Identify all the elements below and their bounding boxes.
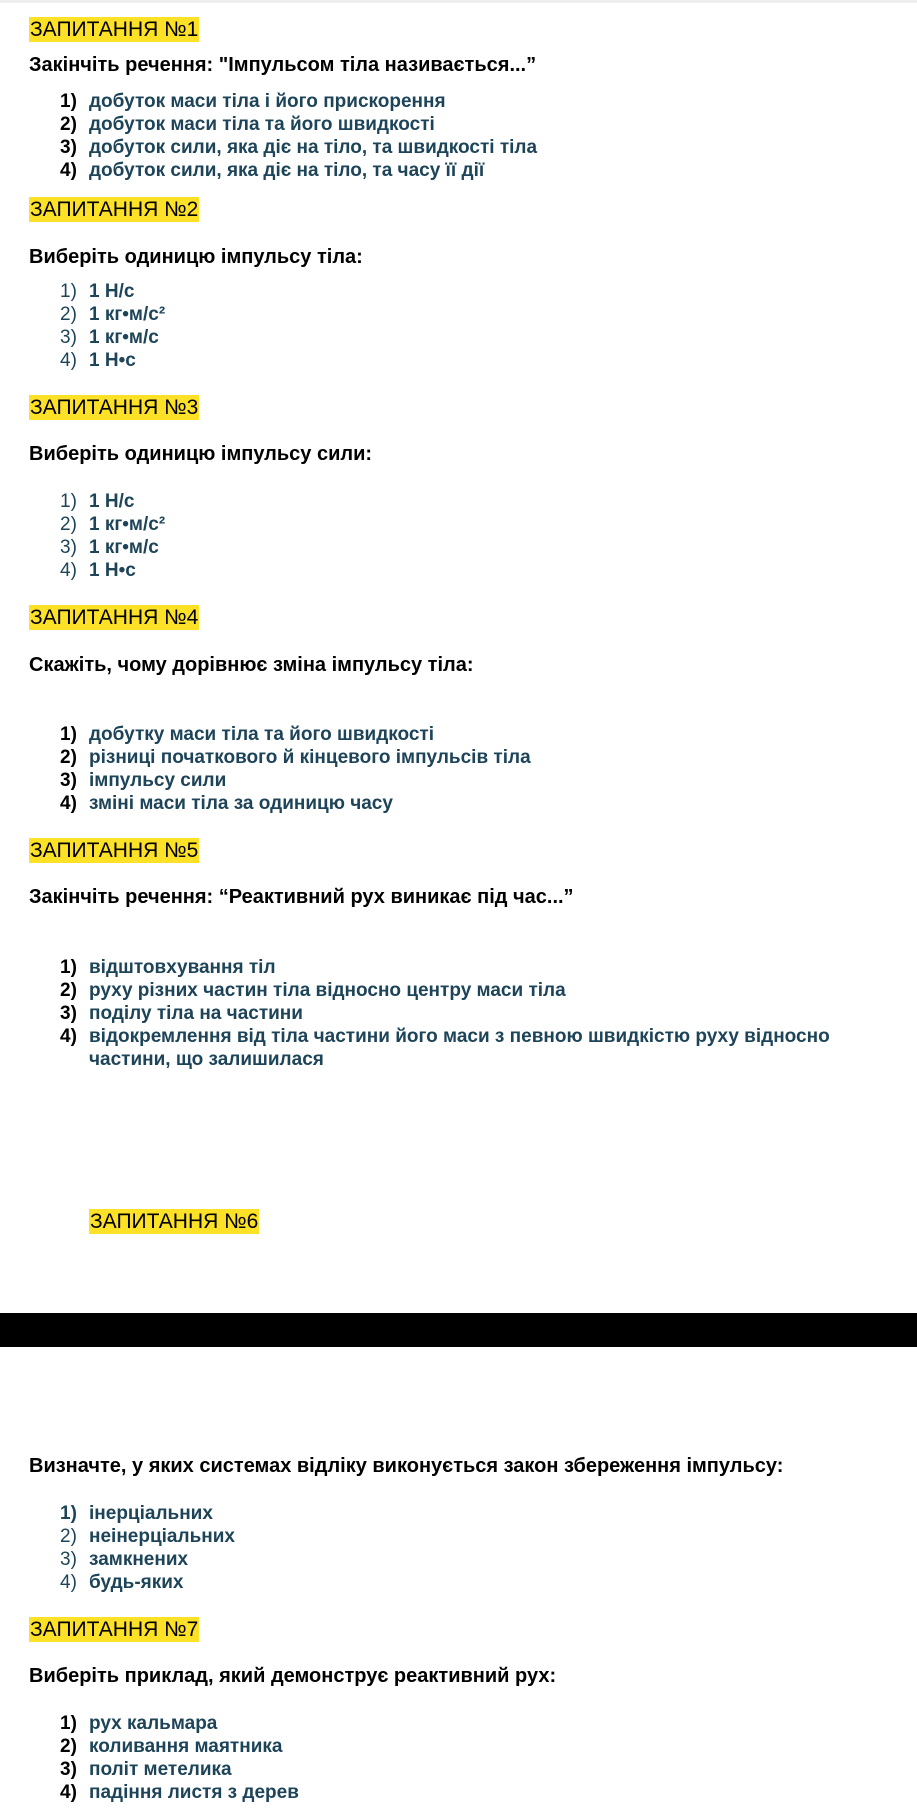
question-5-option-3[interactable] [60, 1002, 904, 1025]
question-4-option-3[interactable] [60, 769, 531, 792]
question-1-option-1[interactable] [60, 90, 537, 113]
question-7-option-3[interactable] [60, 1758, 299, 1781]
option-text: рух кальмара [89, 1713, 218, 1734]
option-text: руху різних частин тіла відносно центру маси тіла [89, 980, 566, 1001]
question-7-options [60, 1712, 299, 1804]
option-text: добуток сили, яка діє на тіло, та часу її дії [89, 160, 485, 181]
question-3-option-3[interactable] [60, 536, 165, 559]
option-text: відокремлення від тіла частини його маси з певною швидкістю руху відносно частини, що залишилася [89, 1026, 830, 1070]
option-number: 2) [60, 304, 77, 325]
question-3-text: Виберіть одиницю імпульсу сили: [29, 443, 373, 465]
option-text: добуток маси тіла і його прискорення [89, 91, 446, 112]
question-2-option-3[interactable] [60, 326, 165, 349]
option-number: 3) [60, 327, 77, 348]
option-text: зміні маси тіла за одиницю часу [89, 793, 393, 814]
question-6-label: ЗАПИТАННЯ №6 [90, 1210, 259, 1233]
option-number: 2) [60, 114, 77, 135]
option-text: добутку маси тіла та його швидкості [89, 724, 435, 745]
option-number: 2) [60, 1526, 77, 1547]
option-text: різниці початкового й кінцевого імпульсів тіла [89, 747, 531, 768]
option-text: добуток сили, яка діє на тіло, та швидкості тіла [89, 137, 538, 158]
option-text: 1 Н•с [89, 350, 136, 371]
option-number: 4) [60, 560, 77, 581]
question-1-option-4[interactable] [60, 159, 537, 182]
option-number: 2) [60, 980, 77, 1001]
option-text: відштовхування тіл [89, 957, 276, 978]
option-number: 2) [60, 747, 77, 768]
question-5-options [60, 956, 904, 1071]
option-number: 1) [60, 281, 77, 302]
option-number: 4) [60, 1026, 77, 1047]
question-5-option-2[interactable] [60, 979, 904, 1002]
option-text: інерціальних [89, 1503, 213, 1524]
question-6-option-3[interactable] [60, 1548, 235, 1571]
option-number: 1) [60, 1713, 77, 1734]
option-text: 1 Н/с [89, 491, 135, 512]
option-text: 1 Н/с [89, 281, 135, 302]
option-number: 1) [60, 91, 77, 112]
question-2-option-4[interactable] [60, 349, 165, 372]
question-7-option-2[interactable] [60, 1735, 299, 1758]
question-7-text: Виберіть приклад, який демонструє реактивний рух: [29, 1665, 557, 1687]
option-number: 4) [60, 160, 77, 181]
question-5-label: ЗАПИТАННЯ №5 [30, 839, 199, 862]
question-3-options [60, 490, 165, 582]
option-text: замкнених [89, 1549, 189, 1570]
question-7-option-4[interactable] [60, 1781, 299, 1804]
question-6-option-2[interactable] [60, 1525, 235, 1548]
option-number: 3) [60, 137, 77, 158]
question-2-options [60, 280, 165, 372]
question-1-option-3[interactable] [60, 136, 537, 159]
option-number: 3) [60, 537, 77, 558]
option-number: 3) [60, 1759, 77, 1780]
question-4-text: Скажіть, чому дорівнює зміна імпульсу тіла: [29, 654, 474, 676]
option-text: імпульсу сили [89, 770, 227, 791]
question-3-option-1[interactable] [60, 490, 165, 513]
question-5-text: Закінчіть речення: “Реактивний рух виникає під час...” [29, 886, 574, 908]
question-2-option-2[interactable] [60, 303, 165, 326]
question-6-option-1[interactable] [60, 1502, 235, 1525]
option-text: 1 кг•м/с [89, 537, 159, 558]
option-text: 1 кг•м/с² [89, 304, 166, 325]
question-2-option-1[interactable] [60, 280, 165, 303]
question-4-options [60, 723, 531, 815]
question-2-label: ЗАПИТАННЯ №2 [30, 198, 199, 221]
option-text: будь-яких [89, 1572, 184, 1593]
option-number: 1) [60, 491, 77, 512]
question-1-option-2[interactable] [60, 113, 537, 136]
option-number: 4) [60, 1572, 77, 1593]
question-3-option-4[interactable] [60, 559, 165, 582]
question-3-label: ЗАПИТАННЯ №3 [30, 396, 199, 419]
option-text: падіння листя з дерев [89, 1782, 299, 1803]
option-text: неінерціальних [89, 1526, 235, 1547]
option-number: 3) [60, 1003, 77, 1024]
question-1-options [60, 90, 537, 182]
option-number: 4) [60, 1782, 77, 1803]
option-text: політ метелика [89, 1759, 232, 1780]
question-4-option-1[interactable] [60, 723, 531, 746]
option-number: 1) [60, 724, 77, 745]
option-number: 3) [60, 1549, 77, 1570]
question-7-label: ЗАПИТАННЯ №7 [30, 1618, 199, 1641]
question-2-text: Виберіть одиницю імпульсу тіла: [29, 246, 363, 268]
option-number: 4) [60, 793, 77, 814]
question-4-option-2[interactable] [60, 746, 531, 769]
option-text: поділу тіла на частини [89, 1003, 303, 1024]
question-4-option-4[interactable] [60, 792, 531, 815]
question-1-text: Закінчіть речення: "Імпульсом тіла називається...” [29, 54, 537, 76]
option-text: 1 Н•с [89, 560, 136, 581]
question-6-option-4[interactable] [60, 1571, 235, 1594]
question-4-label: ЗАПИТАННЯ №4 [30, 606, 199, 629]
question-5-option-1[interactable] [60, 956, 904, 979]
option-number: 1) [60, 957, 77, 978]
question-5-option-4[interactable] [60, 1025, 904, 1071]
question-3-option-2[interactable] [60, 513, 165, 536]
question-1-label: ЗАПИТАННЯ №1 [30, 18, 199, 41]
question-7-option-1[interactable] [60, 1712, 299, 1735]
option-text: добуток маси тіла та його швидкості [89, 114, 435, 135]
question-6-options [60, 1502, 235, 1594]
option-text: 1 кг•м/с² [89, 514, 166, 535]
page-break-bar [0, 1313, 917, 1347]
option-text: 1 кг•м/с [89, 327, 159, 348]
option-number: 2) [60, 514, 77, 535]
option-number: 2) [60, 1736, 77, 1757]
option-text: коливання маятника [89, 1736, 283, 1757]
option-number: 3) [60, 770, 77, 791]
option-number: 1) [60, 1503, 77, 1524]
option-number: 4) [60, 350, 77, 371]
page-top-border [0, 0, 917, 3]
question-6-text: Визначте, у яких системах відліку виконується закон збереження імпульсу: [29, 1455, 784, 1477]
